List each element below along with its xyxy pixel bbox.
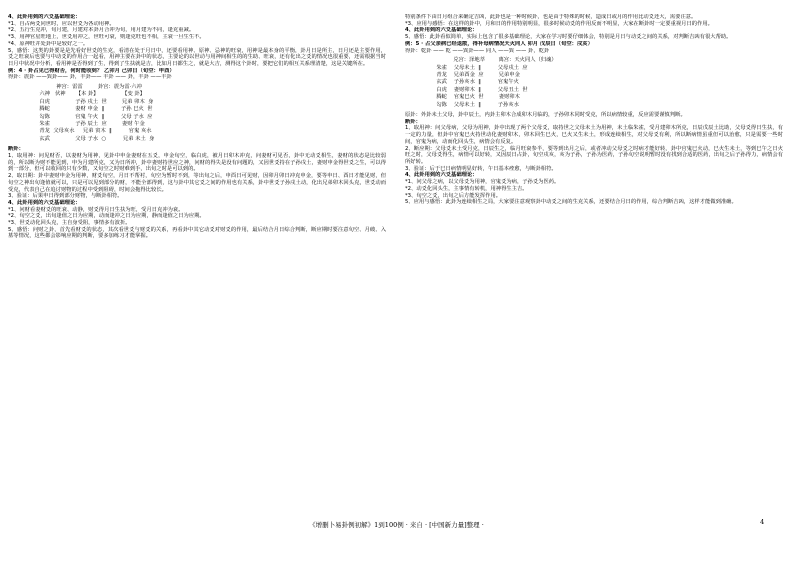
left-column (8, 14, 386, 510)
analysis-paragraph: *3、世爻动化回头克，主自身受阻，事情多有波折。 (8, 220, 131, 227)
analysis-paragraph: *3、旬空之爻，出旬之后方能发挥作用。 (405, 192, 502, 199)
analysis-paragraph: 5、应用与感悟：此卦为连续相生之局，大家要注意观察卦中动爻之间的生克关系，还要结合月日的作用，综合判断吉凶，这样才能做到准确。 (405, 199, 737, 206)
text-line: *4、原神旺并处卦中是较好之一。 (8, 40, 89, 47)
analysis-heading: 断卦： (405, 118, 421, 125)
page-footer: 《增删卜易卦例初解》1到100例 · 来自 · [中国新力量]整理 · (309, 521, 484, 529)
hexagram-row: 兑宫：泽地萃 离宫：天火同人（归魂） (433, 57, 557, 64)
hexagram-row: 玄武 子孙亥水 ‖ 官鬼午火 (433, 79, 519, 86)
hexagram-table (36, 84, 386, 143)
hexagram-row: 玄武 父母 子水 ○ 兄弟 未土 身 (36, 135, 155, 142)
hexagram-row: 腾蛇 妻财 申金 ‖ 子孙 巳火 世 (36, 106, 153, 113)
hexagram-row: 朱雀 子孙 辰土 应 妻财 午金 (36, 121, 145, 128)
text-line: 4、此卦用到的六爻基础理论： (405, 27, 478, 34)
text-line: 4、此卦用到的六爻基础理论： (8, 14, 81, 20)
example-title: 例：5 · 占父亲病已经退散，得补母病情况天火同人 卯月 戊辰日（旬空：戌亥） (405, 40, 593, 47)
example-gua: 得卦：震卦 ——巽卦—— 卦，丰卦—— 丰卦 —— 卦，丰卦 ——丰卦 (8, 74, 172, 81)
analysis-paragraph: 3、验证：后于巳日病情明显好转，午日基本痊愈，与断卦相符。 (405, 165, 557, 172)
analysis-paragraph: 1、取用神：问父母病，父母为用神，卦中出现了两个父母爻，取持世之父母未土为用神，未土临朱雀，受月建卯木所克，日辰戊辰土比助，父母爻得日生扶，有一定的力量，但卦中官鬼巳火持世动化妻财卯木，卯木回生巳火，巳火又生未土，形成连续相生，对父母爻有利，所以断病情虽重但可以治愈，只是需要一些时间，官鬼为病，动而化回头生，病情会有反复。 (405, 125, 783, 145)
text-line: *3、用神官星旺地上，世爻用冲之，世旺可衰，则逢克旺也不相，主衰一旦生生不。 (8, 34, 205, 41)
hexagram-row: 六神 伏神 【本 卦】 【变 卦】 (36, 91, 146, 98)
analysis-paragraph: *2、动爻化回头生，主事情有转机，用神得生主吉。 (405, 185, 528, 192)
analysis-paragraph: 4、此卦用到的六爻基础理论： (8, 199, 81, 206)
hexagram-row: 腾蛇 官鬼巳火 世 妻财卯木 (433, 94, 520, 101)
page-number: 4 (760, 518, 765, 526)
hexagram-row: 神宫：雷雷 卦宫：震为雷·六冲 (36, 84, 142, 91)
hexagram-row: 朱雀 父母未土 ‖ 父母戌土 应 (433, 64, 528, 71)
analysis-paragraph: *2、旬空之爻，出旬逢值之日为应期，动而逢冲之日为应期，静而逢值之日为应期。 (8, 213, 205, 220)
hexagram-row: 白虎 子孙 戌土 世 兄弟 卯木 身 (36, 98, 154, 105)
analysis-paragraph: 2、断应期：父母爻未土受月克，日辰生之，临月旺衰参半，要等到出月之后，或者冲动父母爻之时病才能好转，卦中官鬼巳火动，巳火生未土，等到巳午之日火旺之时，父母爻得生，病情可以好转，又因辰日占卦，旬空戌亥，亥为子孙，子孙为医药，子孙旬空说明暂时没有找到合适的医药，出旬之后子孙得力，病情会有所好转。 (405, 145, 783, 165)
analysis-paragraph: 4、此卦用到的六爻基础理论： (405, 172, 478, 179)
paragraph: *3、应用与感悟：在这样的卦中，月和日的作用特别明显，很多时候动爻的作用反而不明显，大家在断卦时一定要重视月日的作用。 (405, 20, 713, 27)
analysis-paragraph: *1、问父母之病，以父母爻为用神，官鬼爻为病，子孙爻为医药。 (405, 179, 560, 186)
paragraph: 5、感悟：此卦看似简单，实际上包含了很多基础理论，大家在学习时要仔细体会，特别是月日与动爻之间的关系，对判断吉凶有很大帮助。 (405, 34, 732, 41)
analysis-heading: 断卦： (8, 146, 24, 153)
analysis-paragraph: 5、感悟：问财之卦，首先看财爻的状态，其次看世爻与财爻的关系，再看卦中其它动爻对财爻的作用，最后结合月日综合判断，断应期时要注意旬空、月破、入墓等情况，这些都会影响应期的判断，要多加练习才能掌握。 (8, 226, 386, 240)
paragraph: 特别条件下由日月组合来确定吉凶，此卦也是一种时候卦，也是由于特殊的时候，造成日或月的作用比动爻还大，需要注意。 (405, 14, 697, 20)
text-line: *1、自占两爻同世时，应以世爻为各动用神。 (8, 20, 115, 27)
hexagram-row: 白虎 妻财卯木 ‖ 父母丑土 世 (433, 86, 528, 93)
note-paragraph: 原卦：外卦未土父母，卦中辰土，内卦主卯木合成卯木月临的，子孙卯木同时受克，所以病情较重，反应需要谨慎判断。 (405, 112, 686, 119)
left-head-lines (8, 14, 386, 48)
text-line: *2、五行生克冲，旬月建，月建对本卦月合冲为旬，用月建为不同，逢克重减。 (8, 27, 195, 34)
hexagram-row: 勾陈 官鬼 午火 ‖ 父母 子水 应 (36, 113, 153, 120)
hexagram-row: 青龙 兄弟酉金 应 兄弟申金 (433, 72, 520, 79)
hexagram-row: 青龙 父母亥水 兄弟 寅木 ‖ 官鬼 亥水 (36, 128, 152, 135)
hexagram-row: 勾陈 父母未土 ‖ 子孙亥水 (433, 101, 519, 108)
analysis-paragraph: 2、取日期：卦中妻财申金为用神，财爻旬空，月日不帮衬，旬空为暂时不到，等出旬之后，申酉日可见财，因卯月卯日冲克申金，要等申日、酉日才能见财，但旬空之神出旬逢值就可以，只是可以见到部分的财，不能全部得到，这与卦中其它爻之间的作用也有关系，卦中世爻子孙戌土动，化出兄弟卯木回头克，世爻动而受克，代表自己在追讨财物的过程中受到阻碍，时间会拖得比较长。 (8, 173, 386, 193)
example-title: 例：4 · 卦占见已得财否，何时能收到？ 乙卯月 己卯日（旬空：申酉） (8, 67, 175, 74)
paragraph: 5、感悟：这类的卦要是是先看好世爻的生克，看清在处于月日中，还要看用神、原神、忌神的旺衰，用神是最本身的平衡，卦月日是所主，日月还是主要作用，爻之旺衰后也要与中动爻的作用合一起看，用神主要在卦中的状态，主要论的以世动与用神间相生的的生助、旺衰，还有化出之爻的情况也很重要，还需根据当时日月中状况中分析，看用神是否得到了生，得到了生扶就是吉，比如月日都生之，就是大吉，测得这个卦时，要把它们的相互关系理清楚，这是关键所在。 (8, 47, 386, 67)
hexagram-table (433, 57, 783, 109)
analysis-paragraph: *1、问财看妻财爻的旺衰、动静，财爻得月日生扶为旺，受月日克冲为衰。 (8, 206, 184, 213)
example-gua: 得卦：乾卦 —— 乾 ——巽卦—— 同人 ——巽 —— 卦，乾卦 (405, 47, 550, 54)
analysis-paragraph: 1、取用神：问见财否，以妻财为用神，见卦中申金妻财在五爻，申金旬空，临白虎，被月日卯木冲克，问妻财可见否，卦中无动爻相生，妻财的状态是比较弱的，所以断为财不能见到，申为月建所克，又为日所冲，卦中妻财持世应之神，问财的得失是没有问题的，又因世爻持在子孙戌土，妻财申金得世爻之生，可以得到一部分，但可以收回的只有少数，又旬空之时财难到手，出旬之时是可以到的。 (8, 152, 386, 173)
right-column (405, 14, 783, 510)
analysis-paragraph: 3、验证：后果申日得到部分财物，与断卦相符。 (8, 193, 123, 200)
